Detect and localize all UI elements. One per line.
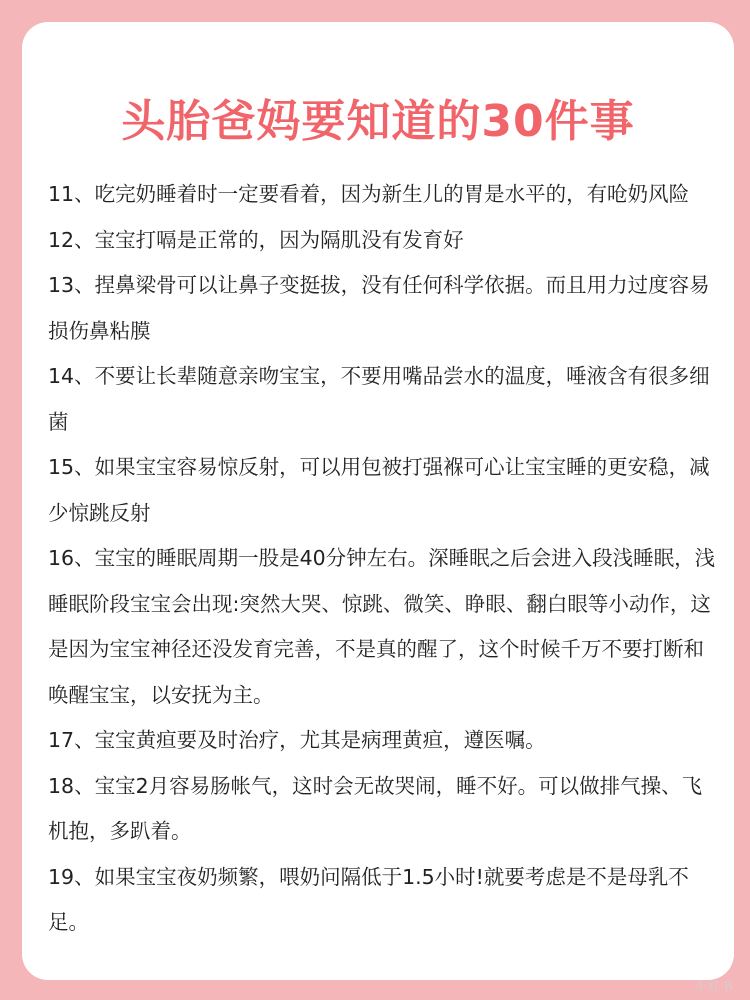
list-item: 19、如果宝宝夜奶频繁，喂奶问隔低于1.5小时!就要考虑是不是母乳不足。 — [48, 864, 689, 934]
list-item: 12、宝宝打嗝是正常的，因为隔肌没有发育好 — [48, 227, 464, 252]
content-card — [22, 22, 734, 980]
list-item: 13、捏鼻梁骨可以让鼻子变挺拔，没有任何科学依据。而且用力过度容易损伤鼻粘膜 — [48, 273, 710, 343]
list-item: 15、如果宝宝容易惊反射，可以用包被打强褓可心让宝宝睡的更安稳，减少惊跳反射 — [48, 455, 710, 525]
list-item: 17、宝宝黄疸要及时治疗，尤其是病理黄疸，遵医嘱。 — [48, 728, 546, 752]
watermark: 小红书 — [694, 979, 734, 993]
list-item: 11、吃完奶睡着时一定要看着，因为新生儿的胃是水平的，有呛奶风险 — [48, 182, 690, 206]
tips-list — [48, 172, 720, 946]
list-item: 14、不要让长辈随意亲吻宝宝，不要用嘴品尝水的温度，唾液含有很多细菌 — [48, 364, 710, 434]
list-item: 18、宝宝2月容易肠帐气，这时会无故哭闹，睡不好。可以做排气操、飞机抱，多趴着。 — [48, 773, 703, 843]
page-title: 头胎爸妈要知道的30件事 — [121, 96, 635, 147]
list-item: 16、宝宝的睡眠周期一股是40分钟左右。深睡眠之后会进入段浅睡眠，浅睡眠阶段宝宝会出现:突然大哭、惊跳、微笑、睁眼、翻白眼等小动作，这是因为宝宝神径还没发育完善，不是真的醒了，这个时候千万不要打断和唤醒宝宝，以安抚为主。 — [48, 546, 716, 707]
